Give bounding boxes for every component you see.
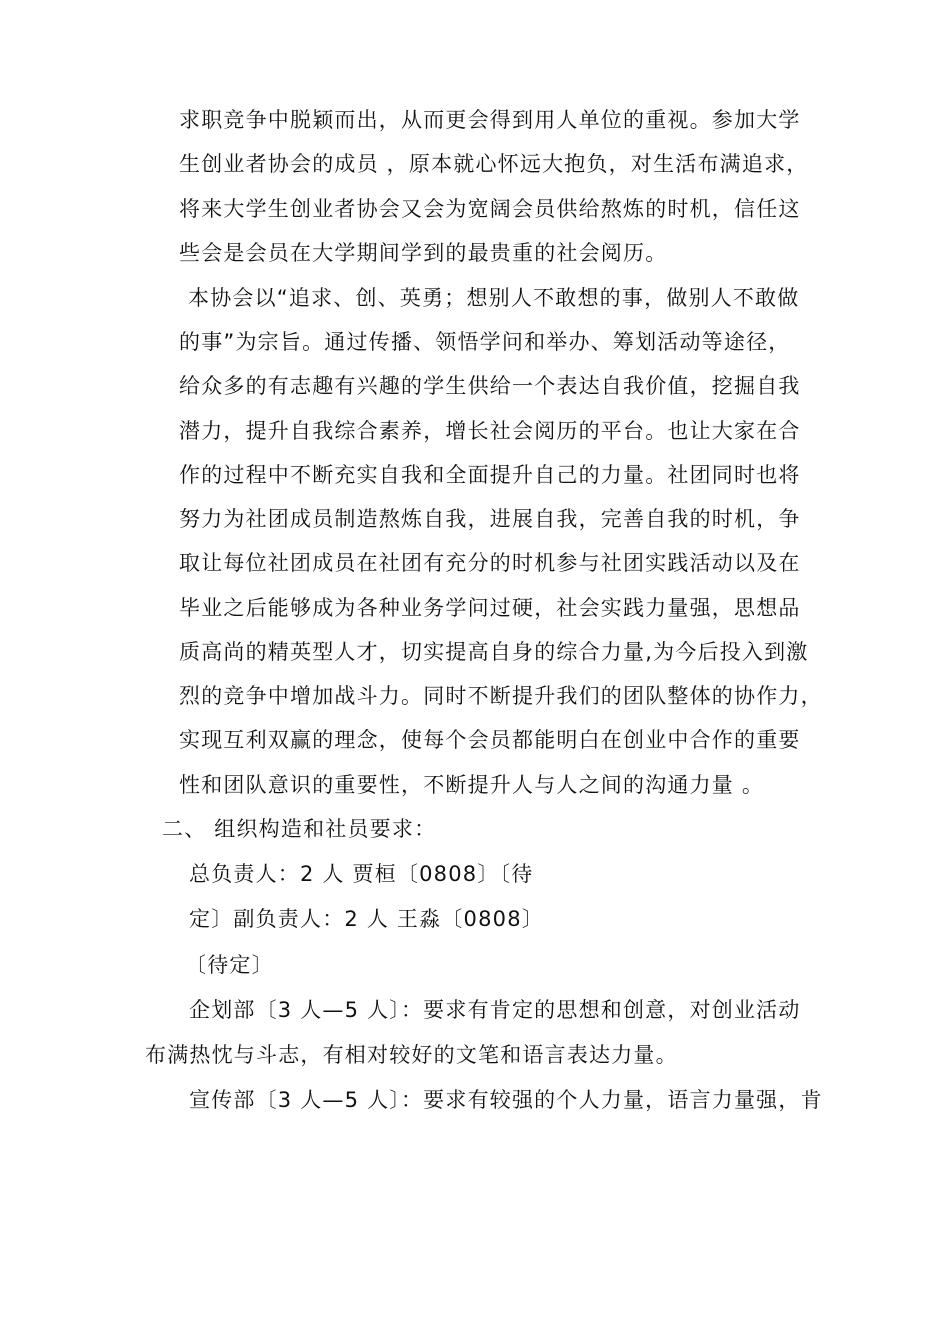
paragraph-2-line-7: 取让每位社团成员在社团有充分的时机参与社团实践活动以及在	[179, 551, 801, 575]
paragraph-2-line-8: 毕业之后能够成为各种业务学问过硬，社会实践力量强，思想品	[179, 596, 801, 620]
paragraph-2-line-1: 本协会以“追求、创、英勇；想别人不敢想的事，做别人不敢做	[188, 286, 800, 310]
paragraph-2-line-9: 质高尚的精英型人才，切实提高自身的综合力量,为今后投入到激	[179, 640, 809, 664]
paragraph-2-line-12: 性和团队意识的重要性，不断提升人与人之间的沟通力量 。	[179, 773, 765, 797]
paragraph-2-line-2: 的事”为宗旨。通过传播、领悟学问和举办、筹划活动等途径，	[179, 330, 791, 354]
organization-line-1: 总负责人：2 人 贾桓〔0808〕〔待	[189, 862, 534, 886]
section-heading: 二、 组织构造和社员要求：	[162, 817, 437, 841]
organization-line-2: 定〕副负责人：2 人 王淼〔0808〕	[189, 907, 544, 931]
paragraph-2-line-5: 作的过程中不断充实自我和全面提升自己的力量。社团同时也将	[179, 463, 801, 487]
paragraph-1-line-4: 些会是会员在大学期间学到的最贵重的社会阅历。	[179, 241, 668, 265]
organization-line-4: 企划部〔3 人—5 人〕：要求有肯定的思想和创意，对创业活动	[189, 998, 801, 1022]
paragraph-1-line-1: 求职竞争中脱颖而出，从而更会得到用人单位的重视。参加大学	[179, 108, 801, 132]
paragraph-2-line-6: 努力为社团成员制造熬炼自我，进展自我，完善自我的时机，争	[179, 507, 801, 531]
paragraph-1-line-2: 生创业者协会的成员 ，原本就心怀远大抱负，对生活布满追求，	[179, 152, 809, 176]
organization-line-6: 宣传部〔3 人—5 人〕：要求有较强的个人力量，语言力量强，肯	[189, 1088, 823, 1112]
paragraph-2-line-4: 潜力，提升自我综合素养，增长社会阅历的平台。也让大家在合	[179, 419, 801, 443]
organization-line-5: 布满热忱与斗志，有相对较好的文笔和语言表达力量。	[145, 1043, 678, 1067]
paragraph-1-line-3: 将来大学生创业者协会又会为宽阔会员供给熬炼的时机，信任这	[179, 197, 801, 221]
paragraph-2-line-10: 烈的竞争中增加战斗力。同时不断提升我们的团队整体的协作力，	[179, 684, 823, 708]
organization-line-3: 〔待定〕	[185, 953, 274, 977]
paragraph-2-line-11: 实现互利双赢的理念，使每个会员都能明白在创业中合作的重要	[179, 728, 801, 752]
paragraph-2-line-3: 给众多的有志趣有兴趣的学生供给一个表达自我价值，挖掘自我	[179, 374, 801, 398]
